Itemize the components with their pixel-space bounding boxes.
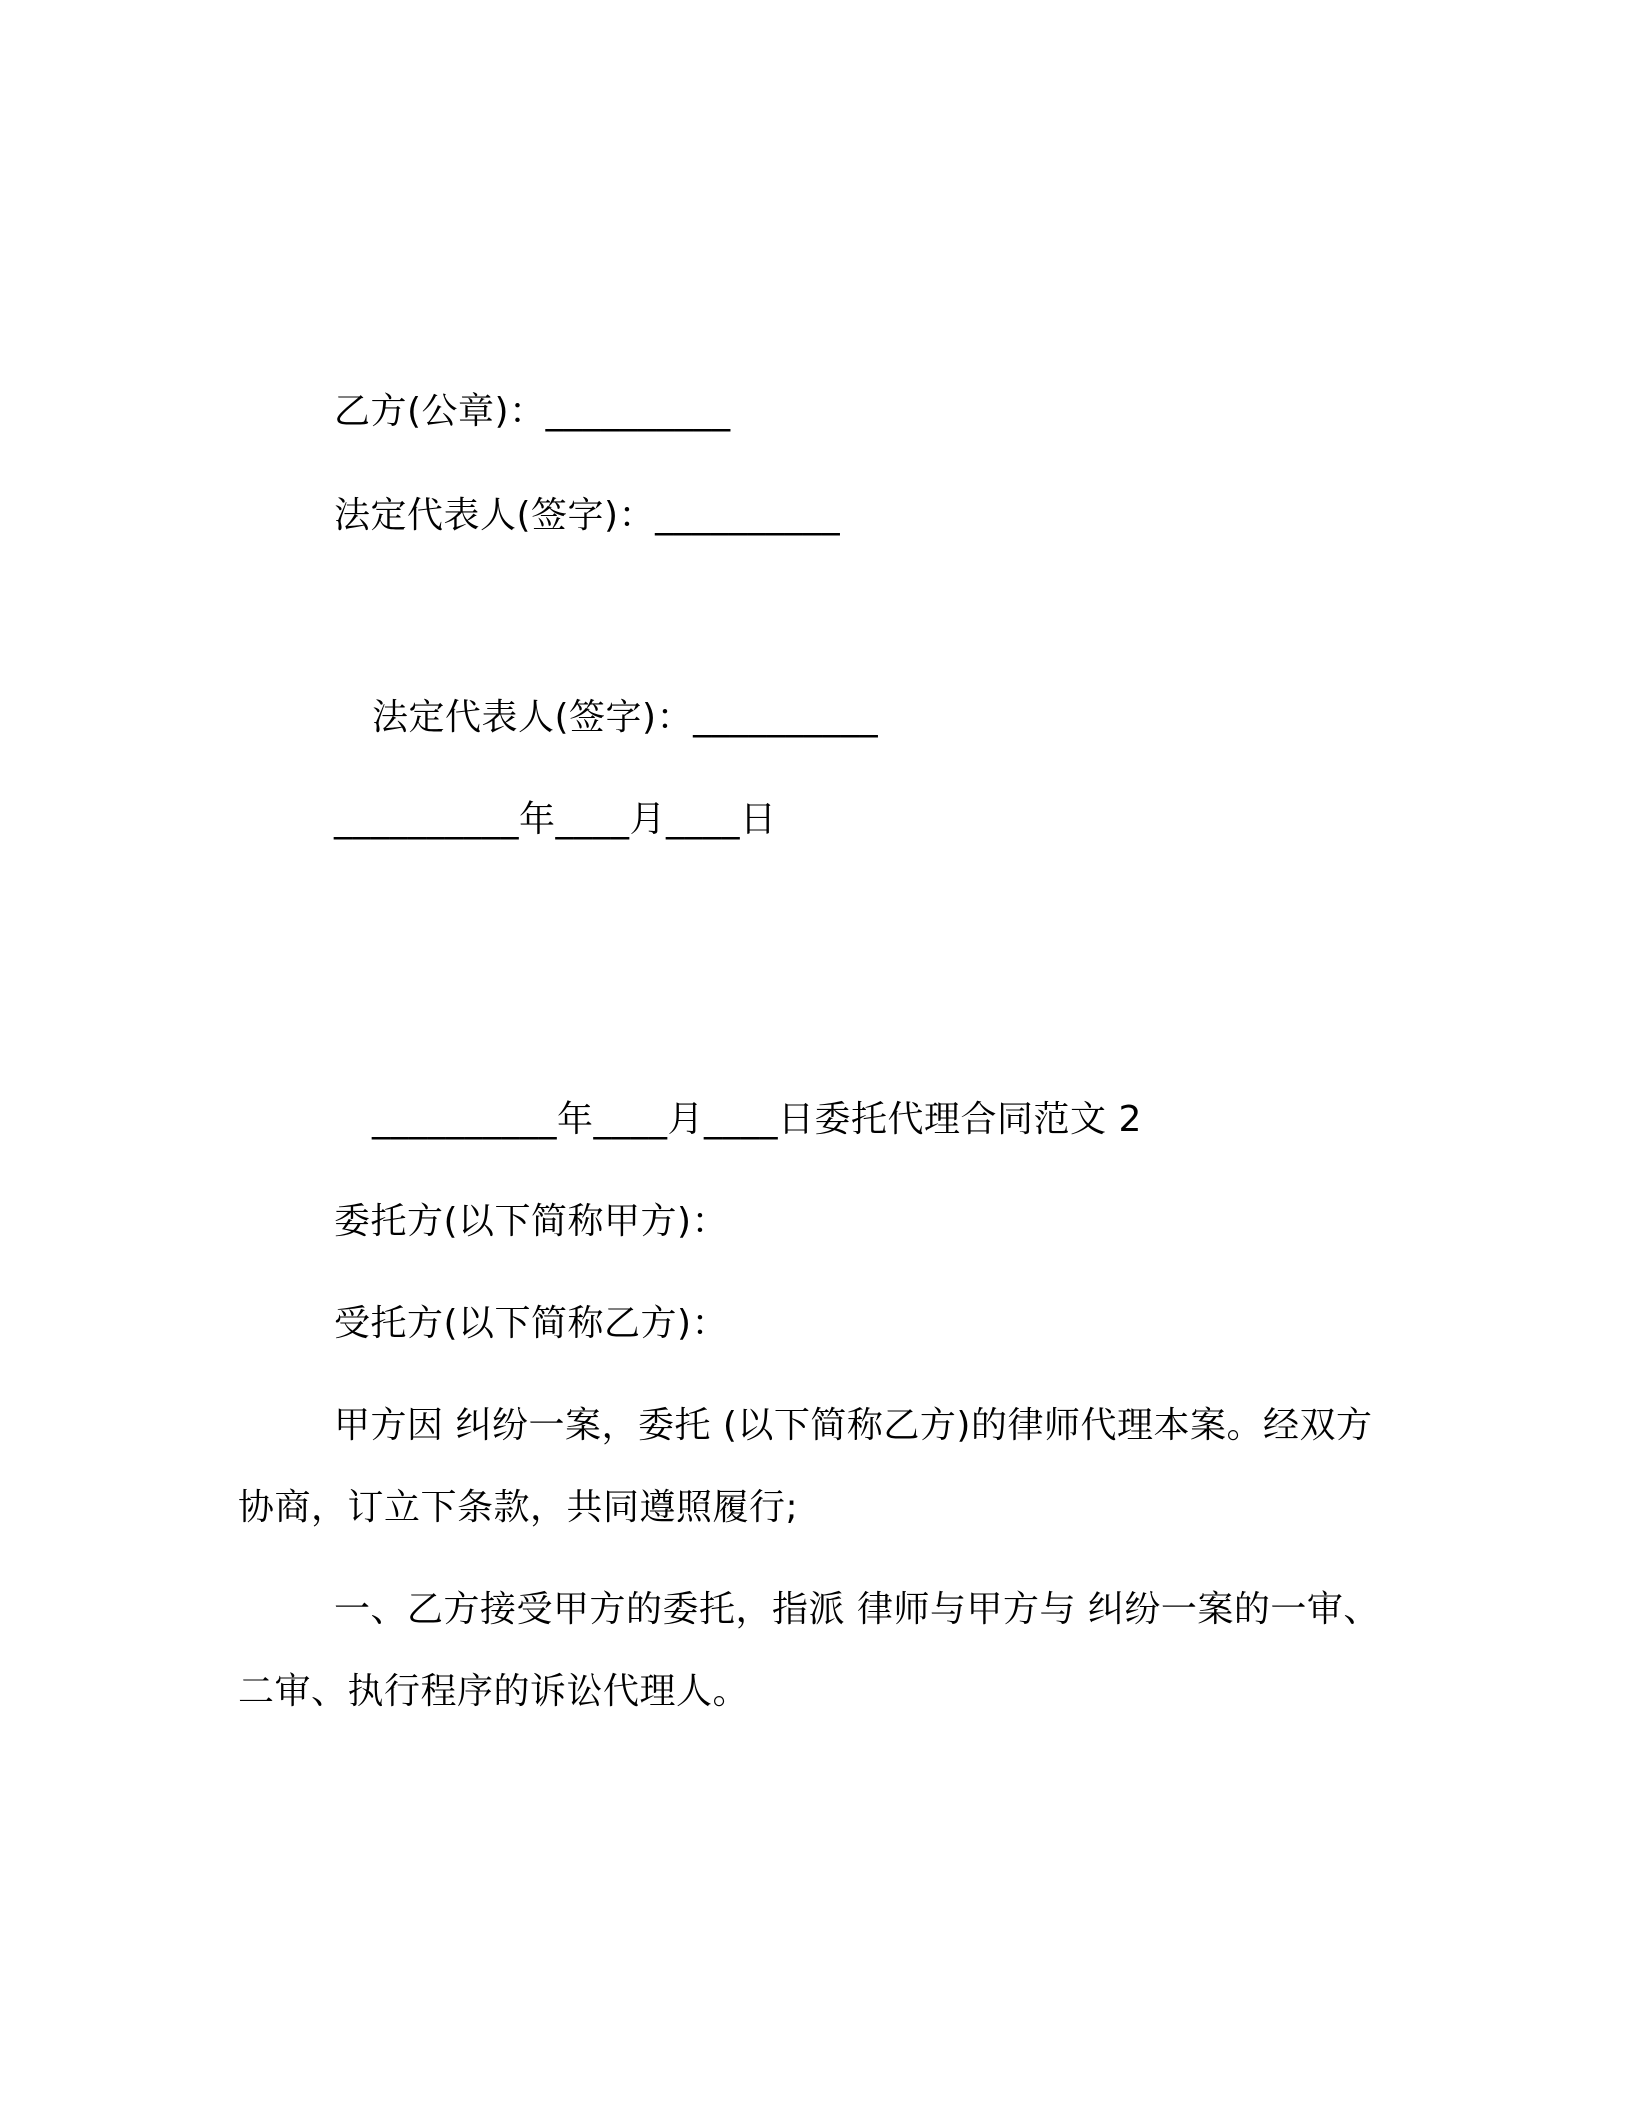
legal-rep-signature-line-2: 法定代表人(签字)：__________ xyxy=(372,697,879,738)
contract-heading: __________年____月____日委托代理合同范文 2 xyxy=(372,1099,1142,1140)
agent-label: 受托方(以下简称乙方)： xyxy=(334,1303,729,1344)
party-b-seal-line: 乙方(公章)：__________ xyxy=(334,391,731,432)
paragraph-1-line-1: 甲方因 纠纷一案，委托 (以下简称乙方)的律师代理本案。经双方 xyxy=(334,1405,1373,1446)
legal-rep-signature-line: 法定代表人(签字)：__________ xyxy=(334,495,841,536)
paragraph-2-line-1: 一、乙方接受甲方的委托，指派 律师与甲方与 纠纷一案的一审、 xyxy=(334,1589,1380,1630)
client-label: 委托方(以下简称甲方)： xyxy=(334,1201,729,1242)
paragraph-1-line-2: 协商，订立下条款，共同遵照履行; xyxy=(238,1487,799,1528)
date-line: __________年____月____日 xyxy=(334,799,777,840)
paragraph-2-line-2: 二审、执行程序的诉讼代理人。 xyxy=(238,1671,750,1712)
